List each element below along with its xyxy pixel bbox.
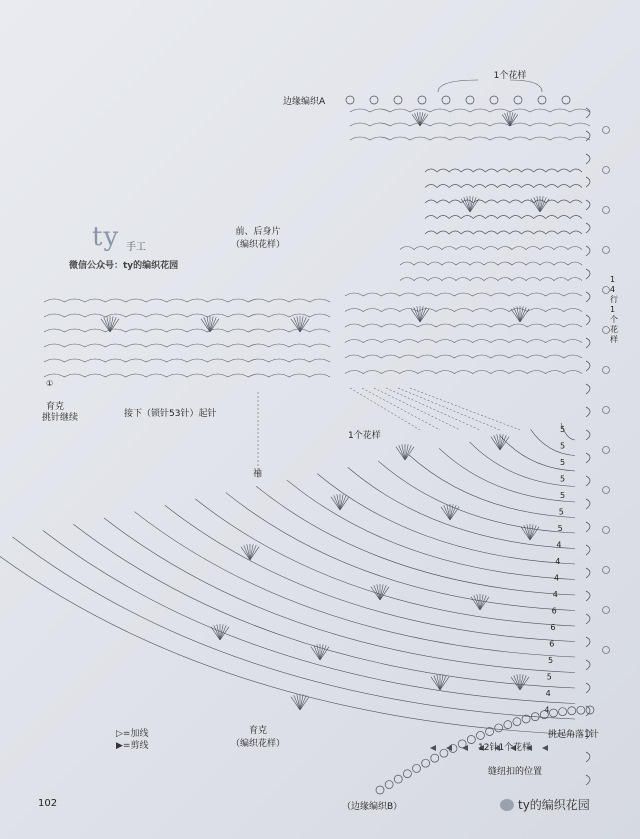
yoke-row-arc	[43, 531, 575, 704]
row-circle-marker	[603, 407, 610, 414]
pickup-guide-line	[410, 388, 520, 430]
front-back-title: 前、后身片	[235, 227, 281, 237]
body-right-row	[425, 231, 582, 234]
corner-pick-label: 挑起角落1针	[548, 730, 599, 740]
edging-b-picot	[495, 724, 503, 732]
body-right-row	[345, 371, 582, 374]
wechat-icon	[500, 799, 514, 811]
repeat-yoke-label: 1个花样	[348, 431, 381, 441]
legend-add-thread: ▷=加线	[116, 729, 149, 739]
thread-arrow-marker	[462, 745, 468, 751]
side-edge-loop	[586, 384, 590, 394]
picot-mark	[490, 96, 498, 104]
edging-b-picot	[431, 754, 439, 762]
edging-b-picot	[440, 749, 448, 757]
row-circle-marker	[603, 287, 610, 294]
side-edge-loop	[586, 108, 590, 118]
rows-repeat-label: 14行1个花样	[610, 275, 618, 344]
body-right-row	[345, 340, 582, 343]
edging-b-picot	[422, 759, 430, 767]
row-circle-marker	[603, 127, 610, 134]
side-edge-loop	[586, 430, 590, 440]
edging-b-picot	[513, 718, 521, 726]
row-number: 4	[545, 689, 551, 698]
yoke-row-arc	[256, 486, 575, 595]
side-edge-loop	[586, 476, 590, 486]
body-right-row	[400, 262, 582, 265]
side-edge-loop	[586, 338, 590, 348]
button-position-label: 缝纽扣的位置	[488, 767, 543, 777]
edging-a-row	[350, 137, 590, 140]
pickup-guide-line	[398, 388, 500, 430]
row-circle-marker	[603, 207, 610, 214]
side-edge-loop	[586, 177, 590, 187]
yoke-row-arc	[409, 455, 575, 518]
body-right-row	[345, 293, 582, 296]
yoke-row-arc	[73, 524, 575, 688]
row-circle-marker	[603, 327, 610, 334]
row-circle-marker	[603, 527, 610, 534]
row-number: 4	[544, 705, 550, 715]
body-right-row	[425, 185, 582, 188]
row-circle-marker	[603, 167, 610, 174]
body-right-row	[345, 324, 582, 327]
sleeve-label: 袖	[253, 469, 263, 479]
row-number: 4	[554, 573, 560, 583]
body-right-row	[400, 247, 582, 250]
front-back-subtitle: （编织花样）	[230, 240, 286, 250]
row-circle-marker	[603, 647, 610, 654]
side-edge-loop	[586, 775, 590, 785]
body-right-row	[425, 169, 582, 172]
thread-arrow-marker	[430, 745, 436, 751]
side-edge-loop	[586, 154, 590, 164]
edging-b-picot	[559, 708, 567, 716]
yoke-row-arc	[439, 448, 575, 502]
row-number: 6	[549, 639, 555, 649]
picot-mark	[514, 96, 522, 104]
row-number: 4	[556, 540, 562, 550]
row-number: 5	[558, 507, 564, 517]
body-left-row	[44, 314, 330, 317]
yoke-pick-label-1: 育克	[46, 402, 65, 412]
body-left-row	[44, 299, 330, 302]
edging-b-picot	[403, 770, 411, 778]
edging-b-picot	[394, 775, 402, 783]
yoke-row-arc	[287, 480, 575, 580]
picot-mark	[346, 96, 354, 104]
side-edge-loop	[586, 660, 590, 670]
pickup-guide-line	[350, 388, 420, 430]
yoke-row-arc	[104, 518, 575, 673]
side-edge-loop	[586, 361, 590, 371]
yoke-row-arc	[531, 429, 575, 455]
yoke-row-arc	[317, 474, 575, 564]
row-number: 5	[560, 491, 566, 500]
row-number: 5	[560, 425, 566, 434]
row-circle-marker	[603, 607, 610, 614]
join-label: 接下（锁针53针）起针	[124, 409, 217, 419]
page-number: 102	[38, 798, 58, 809]
edging-b-picot	[568, 707, 576, 715]
side-edge-loop	[586, 683, 590, 693]
yoke-row-arc	[348, 467, 575, 548]
edging-b-picot	[476, 731, 484, 739]
row-circle-marker	[603, 567, 610, 574]
body-right-row	[345, 309, 582, 312]
row-number: 5	[560, 474, 566, 484]
body-right-row	[400, 278, 582, 281]
side-edge-loop	[586, 315, 590, 325]
repeat-top-label: 1个花样	[493, 71, 527, 81]
edging-b-picot	[549, 709, 557, 717]
side-edge-loop	[586, 200, 590, 210]
edging-b-picot	[376, 786, 384, 794]
row-marker-start: ①	[46, 379, 54, 388]
yoke-row-arc	[0, 540, 575, 734]
body-left-row	[44, 359, 330, 362]
row-number: 4	[555, 557, 561, 566]
yoke-row-arc	[226, 493, 575, 611]
side-edge-loop	[586, 568, 590, 578]
yoke-row-arc	[134, 512, 575, 657]
side-edge-loop	[586, 614, 590, 624]
picot-mark	[394, 96, 402, 104]
edging-b-picot	[467, 736, 475, 744]
row-number: 5	[548, 656, 554, 665]
row-number: 4	[552, 590, 558, 599]
side-edge-loop	[586, 453, 590, 463]
legend-cut-thread: ▶=剪线	[116, 741, 149, 751]
side-edge-loop	[586, 223, 590, 233]
pickup-guide-line	[386, 388, 480, 430]
edging-b-label: （边缘编织B）	[342, 802, 403, 812]
body-left-row	[44, 374, 330, 377]
yoke-subtitle: （编织花样）	[230, 739, 286, 749]
stitch-count-label: 12针1个花样	[478, 743, 532, 753]
row-number: 5	[560, 441, 566, 451]
picot-mark	[418, 96, 426, 104]
side-edge-loop	[586, 545, 590, 555]
edging-b-picot	[413, 764, 421, 772]
body-right-row	[345, 355, 582, 358]
row-number: 5	[546, 672, 552, 682]
side-edge-loop	[586, 752, 590, 762]
edging-b-picot	[577, 706, 585, 714]
body-right-row	[425, 216, 582, 219]
side-edge-loop	[586, 591, 590, 601]
picot-mark	[538, 96, 546, 104]
body-right-row	[425, 200, 582, 203]
body-left-row	[44, 344, 330, 347]
side-edge-loop	[586, 246, 590, 256]
yoke-title: 育克	[248, 726, 268, 736]
pickup-guide-line	[374, 388, 460, 430]
row-number: 6	[550, 623, 556, 632]
pickup-guide-line	[362, 388, 440, 430]
edging-b-picot	[486, 728, 494, 736]
picot-mark	[370, 96, 378, 104]
side-edge-loop	[586, 522, 590, 532]
side-edge-loop	[586, 269, 590, 279]
picot-mark	[562, 96, 570, 104]
thread-arrow-marker	[542, 745, 548, 751]
side-edge-loop	[586, 407, 590, 417]
side-edge-loop	[586, 637, 590, 647]
row-circle-marker	[603, 487, 610, 494]
row-number: 6	[551, 606, 557, 616]
brand-text: ty的编织花园	[518, 798, 590, 812]
yoke-pick-label-2: 挑针继续	[42, 413, 79, 423]
edging-b-picot	[504, 721, 512, 729]
row-number: 5	[560, 458, 566, 467]
picot-mark	[466, 96, 474, 104]
edging-b-picot	[385, 781, 393, 789]
watermark-logo-sub: 手工	[126, 242, 146, 253]
row-circle-marker	[603, 247, 610, 254]
repeat-bracket	[438, 80, 542, 92]
watermark-logo: ty	[92, 222, 120, 252]
body-left-row	[44, 329, 330, 332]
side-edge-loop	[586, 292, 590, 302]
watermark-line: 微信公众号：ty的编织花园	[69, 261, 179, 271]
side-edge-loop	[586, 499, 590, 509]
row-circle-marker	[603, 447, 610, 454]
edging-a-row	[350, 123, 590, 126]
brand-badge	[500, 796, 590, 813]
edging-a-row	[350, 109, 590, 112]
edging-a-label: 边缘编织A	[283, 97, 326, 107]
row-circle-marker	[603, 367, 610, 374]
yoke-row-arc	[12, 537, 575, 719]
picot-mark	[442, 96, 450, 104]
row-number: 5	[557, 524, 563, 533]
